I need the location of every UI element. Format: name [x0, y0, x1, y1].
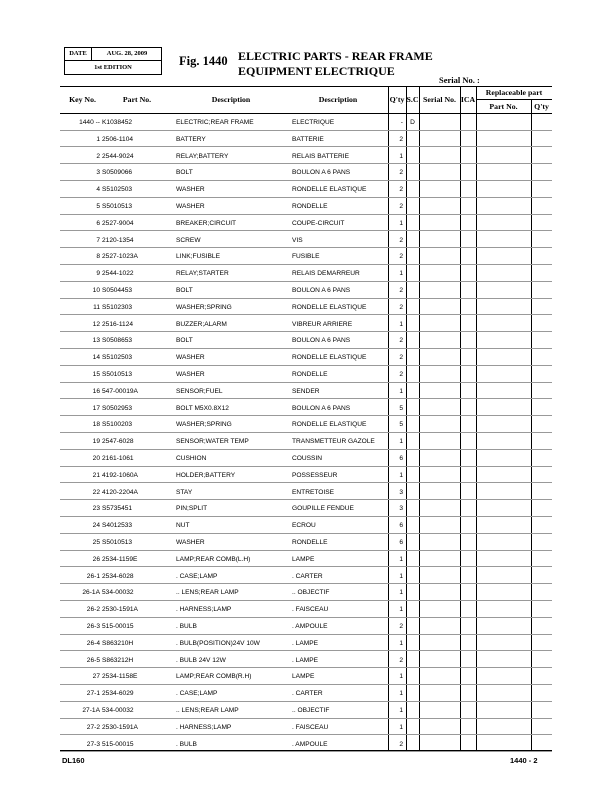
row-divider [60, 650, 552, 651]
row-qty: 2 [399, 623, 403, 630]
row-divider [60, 230, 552, 231]
row-key-no: 25 [92, 539, 100, 546]
row-desc-fr: COUSSIN [292, 455, 323, 462]
row-part-no: 534-00032 [102, 589, 134, 597]
row-key-no: 10 [92, 287, 100, 294]
row-key-no: 27-1A [82, 707, 100, 714]
table-top-rule [60, 86, 552, 87]
row-key-no: 5 [96, 203, 100, 210]
row-part-no: 2530-1591A [102, 723, 138, 731]
row-part-no: 4120-2204A [102, 488, 138, 496]
row-key-no: 26-5 [86, 656, 100, 664]
row-part-no: S5010513 [102, 203, 133, 210]
row-qty: 1 [399, 438, 403, 446]
date-value: AUG. 28, 2009 [106, 50, 148, 57]
row-qty: 1 [399, 219, 403, 227]
row-qty: 2 [399, 303, 403, 311]
row-part-no: S5102503 [102, 186, 133, 194]
row-key-no: 4 [96, 186, 100, 194]
row-key-no: 24 [92, 522, 100, 530]
row-divider [60, 600, 552, 601]
row-key-no: 26-1 [86, 572, 100, 580]
row-desc-en: WASHER [176, 186, 205, 194]
row-qty: 2 [399, 203, 403, 210]
row-desc-fr: RONDELLE ELASTIQUE [292, 303, 367, 311]
row-desc-en: RELAY;STARTER [176, 270, 229, 278]
row-part-no: 515-00015 [102, 623, 134, 630]
row-desc-en: WASHER;SPRING [176, 421, 232, 429]
row-divider [60, 398, 552, 399]
figure-number: Fig. 1440 [179, 54, 228, 68]
row-desc-fr: LAMPE [292, 673, 315, 681]
row-divider [60, 550, 552, 551]
row-qty: 1 [399, 555, 403, 563]
col-desc-en: Description [211, 95, 251, 104]
row-desc-en: . BULB(POSITION)24V 10W [176, 639, 260, 647]
row-qty: 2 [399, 169, 403, 177]
row-divider [60, 432, 552, 433]
edition: 1st EDITION [94, 64, 132, 71]
row-key-no: 27-2 [86, 723, 100, 731]
row-desc-fr: . LAMPE [292, 639, 319, 647]
row-part-no: 2527-9004 [102, 219, 134, 227]
row-desc-en: WASHER [176, 539, 205, 546]
row-divider [60, 751, 552, 752]
row-divider [60, 684, 552, 685]
row-key-no: 14 [92, 354, 100, 362]
row-desc-fr: SENDER [292, 387, 320, 395]
row-qty: 2 [399, 186, 403, 194]
row-desc-en: SENSOR;WATER TEMP [176, 438, 249, 446]
row-qty: 1 [399, 320, 403, 328]
row-key-no: 7 [96, 236, 100, 244]
row-desc-fr: RELAIS BATTERIE [292, 152, 350, 160]
row-desc-fr: BOULON A 6 PANS [292, 169, 351, 177]
row-qty: 6 [399, 539, 403, 546]
row-qty: 6 [399, 522, 403, 530]
row-key-no: 26-4 [86, 639, 100, 647]
row-qty: 2 [399, 354, 403, 362]
col-desc-fr: Description [318, 95, 358, 104]
row-key-no: 18 [92, 421, 100, 429]
row-qty: 6 [399, 455, 403, 462]
row-qty: 2 [399, 287, 403, 294]
footer-model: DL160 [62, 756, 85, 765]
row-key-no: 26-1A [82, 589, 100, 597]
replaceable-split-rule [476, 99, 552, 100]
col-rep-part-no: Part No. [489, 102, 518, 111]
row-desc-en: WASHER [176, 203, 205, 210]
row-part-no: 2534-1158E [102, 673, 138, 681]
row-desc-fr: RONDELLE [292, 539, 328, 546]
row-part-no: K1038452 [102, 119, 133, 126]
row-key-no: 8 [96, 253, 100, 261]
row-desc-fr: .. OBJECTIF [292, 707, 330, 714]
col-ica: ICA [460, 95, 476, 104]
row-desc-fr: ENTRETOISE [292, 488, 335, 496]
row-part-no: 2161-1061 [102, 455, 134, 462]
col-part-no: Part No. [122, 95, 152, 104]
row-desc-fr: RONDELLE ELASTIQUE [292, 186, 367, 194]
row-qty: 2 [399, 337, 403, 345]
row-part-no: S0508653 [102, 337, 133, 345]
row-desc-fr: .. OBJECTIF [292, 589, 330, 597]
row-part-no: S5010513 [102, 539, 133, 546]
row-qty: 5 [399, 404, 403, 412]
row-desc-en: BUZZER;ALARM [176, 320, 227, 328]
date-box [64, 47, 162, 75]
row-qty: 1 [399, 723, 403, 731]
row-qty: 2 [399, 236, 403, 244]
row-qty: 2 [399, 740, 403, 748]
row-key-no: 27-3 [86, 740, 100, 748]
title-english: ELECTRIC PARTS - REAR FRAME [238, 49, 433, 63]
row-key-no: 13 [92, 337, 100, 345]
row-part-no: 4192-1060A [102, 471, 138, 479]
header-bottom-rule [60, 113, 552, 114]
row-part-no: S0509066 [102, 169, 133, 177]
row-desc-fr: . FAISCEAU [292, 723, 329, 731]
row-desc-en: BATTERY [176, 135, 206, 143]
row-key-no: 1440 -- [79, 119, 100, 126]
row-desc-fr: GOUPILLE FENDUE [292, 505, 354, 513]
row-desc-fr: . CARTER [292, 690, 323, 698]
row-desc-fr: VIBREUR ARRIERE [292, 320, 353, 328]
row-key-no: 16 [92, 387, 100, 395]
row-key-no: 12 [92, 320, 100, 328]
row-qty: 2 [399, 656, 403, 664]
row-desc-fr: COUPE-CIRCUIT [292, 219, 345, 227]
row-desc-fr: RONDELLE [292, 203, 328, 210]
row-desc-fr: RONDELLE ELASTIQUE [292, 354, 367, 362]
row-desc-fr: BOULON A 6 PANS [292, 287, 351, 294]
row-divider [60, 415, 552, 416]
row-qty: 2 [399, 253, 403, 261]
row-qty: 1 [399, 270, 403, 278]
row-desc-fr: ELECTRIQUE [292, 119, 335, 126]
row-divider [60, 499, 552, 500]
row-divider [60, 314, 552, 315]
row-key-no: 26-3 [86, 623, 100, 630]
row-qty: 1 [399, 387, 403, 395]
row-divider [60, 214, 552, 215]
row-divider [60, 617, 552, 618]
row-divider [60, 264, 552, 265]
row-desc-fr: ECROU [292, 522, 316, 530]
row-part-no: 2120-1354 [102, 236, 134, 244]
row-desc-en: RELAY;BATTERY [176, 152, 229, 160]
row-part-no: 547-00019A [102, 387, 138, 395]
row-divider [60, 533, 552, 534]
row-key-no: 21 [92, 471, 100, 479]
row-divider [60, 298, 552, 299]
row-divider [60, 449, 552, 450]
row-desc-en: . CASE;LAMP [176, 572, 218, 580]
row-part-no: 2544-9024 [102, 152, 134, 160]
row-desc-fr: . CARTER [292, 572, 323, 580]
row-desc-fr: RONDELLE [292, 371, 328, 378]
row-divider [60, 365, 552, 366]
col-qty: Q'ty [389, 95, 405, 104]
row-part-no: S5735451 [102, 505, 133, 513]
row-key-no: 17 [92, 404, 100, 412]
row-divider [60, 180, 552, 181]
col-sc: S.C [406, 95, 419, 104]
date-row [65, 48, 161, 61]
row-desc-en: HOLDER;BATTERY [176, 471, 236, 479]
row-key-no: 3 [96, 169, 100, 177]
row-key-no: 19 [92, 438, 100, 446]
row-part-no: S4012533 [102, 522, 133, 530]
row-divider [60, 197, 552, 198]
row-part-no: 2547-6028 [102, 438, 134, 446]
row-key-no: 26-2 [86, 606, 100, 614]
row-divider [60, 382, 552, 383]
row-part-no: 534-00032 [102, 707, 134, 714]
row-desc-fr: BOULON A 6 PANS [292, 337, 351, 345]
row-divider [60, 482, 552, 483]
row-divider [60, 583, 552, 584]
row-key-no: 15 [92, 371, 100, 378]
row-desc-fr: . LAMPE [292, 656, 319, 664]
date-label: DATE [65, 48, 92, 61]
row-key-no: 11 [93, 303, 100, 311]
row-desc-fr: RONDELLE ELASTIQUE [292, 421, 367, 429]
col-replaceable-part: Replaceable part [485, 88, 543, 97]
row-divider [60, 667, 552, 668]
row-desc-fr: TRANSMETTEUR GAZOLE [292, 438, 375, 446]
row-desc-en: NUT [176, 522, 190, 530]
row-divider [60, 163, 552, 164]
row-key-no: 1 [96, 135, 100, 143]
row-part-no: 2506-1104 [102, 135, 134, 143]
row-qty: 3 [399, 505, 403, 513]
row-desc-en: . BULB [176, 623, 197, 630]
row-qty: 1 [399, 707, 403, 714]
row-desc-en: ELECTRIC;REAR FRAME [176, 119, 254, 126]
row-divider [60, 281, 552, 282]
row-key-no: 2 [96, 152, 100, 160]
row-divider [60, 634, 552, 635]
row-desc-en: LAMP;REAR COMB(R.H) [176, 673, 252, 681]
row-divider [60, 146, 552, 147]
row-key-no: 20 [92, 455, 100, 462]
col-key-no: Key No. [69, 95, 96, 104]
row-part-no: 2534-6029 [102, 690, 134, 698]
row-divider [60, 516, 552, 517]
row-qty: 1 [399, 639, 403, 647]
row-divider [60, 734, 552, 735]
row-qty: - [400, 119, 403, 126]
row-divider [60, 247, 552, 248]
row-desc-fr: . AMPOULE [292, 623, 328, 630]
row-part-no: 2534-1159E [102, 555, 138, 563]
row-desc-fr: . AMPOULE [292, 740, 328, 748]
row-desc-en: BOLT [176, 287, 193, 294]
row-part-no: S5102303 [102, 303, 133, 311]
row-part-no: 2530-1591A [102, 606, 138, 614]
row-desc-en: STAY [176, 488, 193, 496]
row-desc-en: WASHER;SPRING [176, 303, 232, 311]
row-part-no: 515-00015 [102, 740, 134, 748]
row-part-no: S5010513 [102, 371, 133, 378]
row-desc-en: . BULB 24V 12W [176, 656, 226, 664]
row-qty: 1 [399, 673, 403, 681]
row-divider [60, 130, 552, 131]
row-desc-fr: . FAISCEAU [292, 606, 329, 614]
row-part-no: S863212H [102, 656, 134, 664]
row-desc-en: SCREW [176, 236, 201, 244]
row-key-no: 26 [92, 555, 100, 563]
footer-page: 1440 - 2 [510, 756, 538, 765]
row-desc-en: LAMP;REAR COMB(L.H) [176, 555, 251, 563]
row-desc-en: BREAKER;CIRCUIT [176, 219, 237, 227]
row-qty: 5 [399, 421, 403, 429]
col-rep-qty: Q'ty [534, 102, 549, 111]
row-part-no: S0502953 [102, 404, 133, 412]
row-desc-fr: POSSESSEUR [292, 471, 338, 479]
row-desc-en: BOLT [176, 337, 193, 345]
row-desc-fr: BATTERIE [292, 135, 324, 143]
row-desc-en: LINK;FUSIBLE [176, 253, 220, 261]
row-desc-fr: LAMPE [292, 555, 315, 563]
row-qty: 1 [399, 572, 403, 580]
row-part-no: S5100203 [102, 421, 133, 429]
row-part-no: S863210H [102, 639, 134, 647]
row-part-no: S5102503 [102, 354, 133, 362]
row-qty: 1 [399, 152, 403, 160]
col-serial-no: Serial No. [423, 95, 456, 104]
row-divider [60, 566, 552, 567]
row-key-no: 22 [92, 488, 100, 496]
row-divider [60, 331, 552, 332]
row-desc-en: . CASE;LAMP [176, 690, 218, 698]
row-key-no: 6 [96, 219, 100, 227]
row-divider [60, 701, 552, 702]
row-part-no: 2534-6028 [102, 572, 134, 580]
row-desc-en: PIN;SPLIT [176, 505, 208, 513]
row-desc-en: . HARNESS;LAMP [176, 606, 232, 614]
row-desc-en: . BULB [176, 740, 197, 748]
row-divider [60, 466, 552, 467]
row-divider [60, 348, 552, 349]
row-desc-en: CUSHION [176, 455, 207, 462]
row-qty: 2 [399, 371, 403, 378]
row-part-no: 2527-1023A [102, 253, 138, 261]
serial-label: Serial No. : [439, 75, 480, 85]
row-key-no: 9 [96, 270, 100, 278]
row-qty: 1 [399, 589, 403, 597]
row-part-no: S0504453 [102, 287, 133, 294]
row-desc-en: .. LENS;REAR LAMP [176, 707, 239, 714]
row-divider [60, 718, 552, 719]
row-qty: 1 [399, 606, 403, 614]
row-desc-en: WASHER [176, 371, 205, 378]
row-key-no: 23 [92, 505, 100, 513]
row-desc-fr: FUSIBLE [292, 253, 320, 261]
row-desc-en: . HARNESS;LAMP [176, 723, 232, 731]
title-french: EQUIPMENT ELECTRIQUE [238, 64, 395, 78]
row-qty: 3 [399, 488, 403, 496]
row-desc-fr: BOULON A 6 PANS [292, 404, 351, 412]
row-qty: 2 [399, 135, 403, 143]
row-part-no: 2544-1022 [102, 270, 134, 278]
row-key-no: 27 [92, 673, 100, 681]
row-desc-en: BOLT M5X0.8X12 [176, 404, 229, 412]
row-desc-en: WASHER [176, 354, 205, 362]
row-desc-en: BOLT [176, 169, 193, 177]
row-desc-en: SENSOR;FUEL [176, 387, 223, 395]
row-qty: 1 [399, 471, 403, 479]
row-desc-en: .. LENS;REAR LAMP [176, 589, 239, 597]
row-sc: D [410, 119, 415, 126]
row-desc-fr: RELAIS DEMARREUR [292, 270, 360, 278]
row-desc-fr: VIS [292, 236, 303, 244]
row-key-no: 27-1 [86, 690, 100, 698]
row-qty: 1 [399, 690, 403, 698]
row-part-no: 2516-1124 [102, 320, 134, 328]
